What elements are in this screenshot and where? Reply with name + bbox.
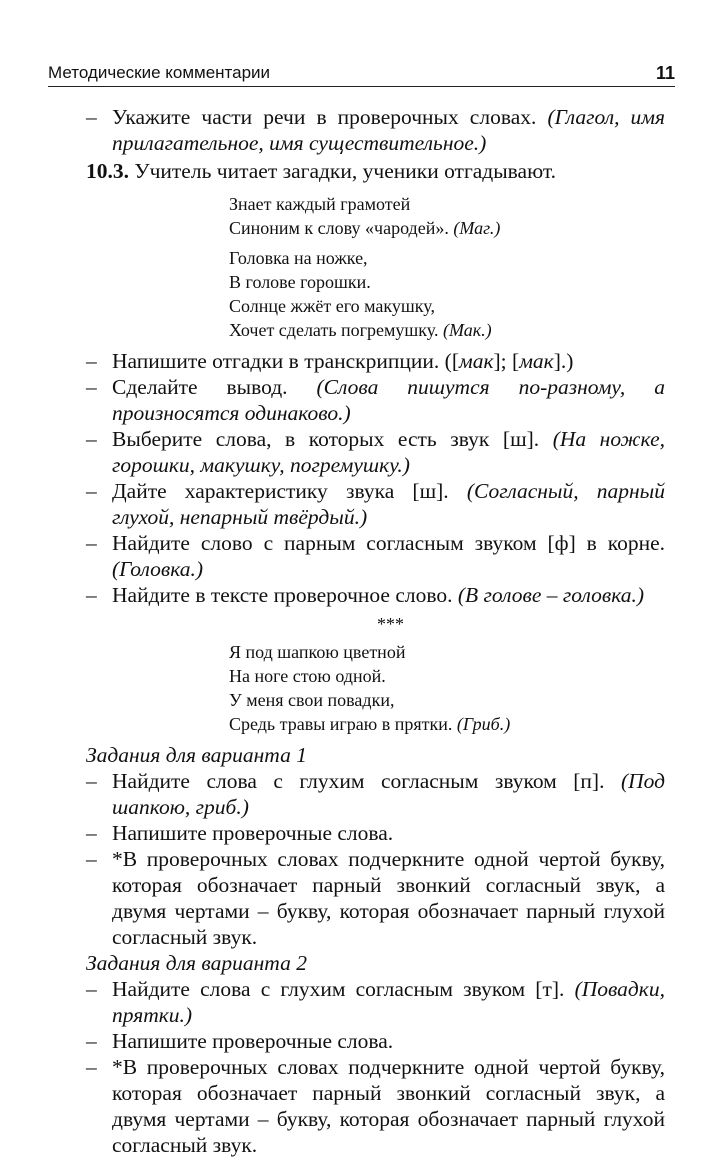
task-number: 10.3. <box>86 159 129 183</box>
list-item <box>86 820 665 846</box>
variant-2-heading: Задания для варианта 2 <box>86 951 307 975</box>
item-text: ].) <box>553 349 574 373</box>
poem-line: Головка на ножке, <box>229 248 368 268</box>
page-number: 11 <box>655 63 675 83</box>
running-title: Методические комментарии <box>48 63 271 82</box>
riddle-answer: (Маг.) <box>453 218 501 238</box>
riddle-1 <box>229 192 665 240</box>
list-item <box>86 1028 665 1054</box>
poem-line-with-answer <box>229 216 665 240</box>
item-text: Найдите слова с глухим согласным звуком [п]. <box>112 769 621 793</box>
item-text: Напишите проверочные слова. <box>112 821 394 845</box>
transcription: мак <box>458 349 494 373</box>
item-text: Укажите части речи в проверочных словах. <box>112 105 548 129</box>
poem-line: Я под шапкою цветной <box>229 642 406 662</box>
list-dash: – <box>86 847 97 871</box>
item-text: Напишите проверочные слова. <box>112 1029 394 1053</box>
transcription: мак <box>519 349 554 373</box>
list-dash: – <box>86 1029 97 1053</box>
list-dash: – <box>86 105 97 129</box>
list-item <box>86 582 665 608</box>
task-text: Учитель читает загадки, ученики отгадывают. <box>129 159 557 183</box>
list-item <box>86 976 665 1028</box>
poem-line: Средь травы играю в прятки. <box>229 714 457 734</box>
list-dash: – <box>86 977 97 1001</box>
poem-line: Знает каждый грамотей <box>229 194 411 214</box>
item-text: *В проверочных словах подчеркните одной чертой букву, которая обозначает парный звонкий согласный звук, а двумя чертами – букву, которая обозначает парный глухой согласный звук. <box>112 1055 665 1157</box>
item-answer: (Согласный, парный глухой, непарный твёрдый.) <box>112 479 665 529</box>
variant-1-heading: Задания для варианта 1 <box>86 743 307 767</box>
riddle-3 <box>229 640 665 736</box>
list-item <box>86 374 665 426</box>
item-text: Найдите слова с глухим согласным звуком [т]. <box>112 977 575 1001</box>
list-item <box>86 348 665 374</box>
item-text: Найдите слово с парным согласным звуком [ф] в корне. <box>112 531 665 555</box>
riddle-answer: (Мак.) <box>442 320 492 340</box>
item-text: Сделайте вывод. <box>112 375 317 399</box>
item-answer: (Повадки, прятки.) <box>112 977 665 1027</box>
item-answer: (В голове – головка.) <box>457 583 645 607</box>
list-dash: – <box>86 821 97 845</box>
poem-line: Синоним к слову «чародей». <box>229 218 454 238</box>
list-dash: – <box>86 769 97 793</box>
poem-line: На ноге стою одной. <box>229 666 386 686</box>
poem-line: Хочет сделать погремушку. <box>229 320 443 340</box>
list-item <box>86 530 665 582</box>
list-item <box>86 478 665 530</box>
list-dash: – <box>86 583 97 607</box>
poem-line-with-answer <box>229 318 665 342</box>
page-header <box>48 60 675 87</box>
list-item <box>86 426 665 478</box>
section-separator: *** <box>377 614 404 634</box>
list-dash: – <box>86 1055 97 1079</box>
poem-line-with-answer <box>229 712 665 736</box>
list-item <box>86 846 665 950</box>
item-text: ]; [ <box>493 349 520 373</box>
item-text: Дайте характеристику звука [ш]. <box>112 479 467 503</box>
item-answer: (На ножке, горошки, макушку, погремушку.) <box>112 427 665 477</box>
list-item <box>86 104 665 156</box>
poem-line: В голове горошки. <box>229 272 371 292</box>
item-text: *В проверочных словах подчеркните одной чертой букву, которая обозначает парный звонкий согласный звук, а двумя чертами – букву, которая обозначает парный глухой согласный звук. <box>112 847 665 949</box>
list-dash: – <box>86 479 97 503</box>
page-body <box>86 104 665 1158</box>
item-answer: (Слова пишутся по-разному, а произносятся одинаково.) <box>112 375 665 425</box>
riddle-answer: (Гриб.) <box>456 714 511 734</box>
item-answer: (Под шапкою, гриб.) <box>112 769 665 819</box>
list-dash: – <box>86 375 97 399</box>
list-dash: – <box>86 427 97 451</box>
item-text: Выберите слова, в которых есть звук [ш]. <box>112 427 553 451</box>
riddle-2 <box>229 246 665 342</box>
list-dash: – <box>86 531 97 555</box>
item-answer: (Головка.) <box>112 557 204 581</box>
item-text: Найдите в тексте проверочное слово. <box>112 583 458 607</box>
task-heading <box>86 158 665 184</box>
poem-line: Солнце жжёт его макушку, <box>229 296 435 316</box>
item-answer: (Глагол, имя прилагательное, имя существительное.) <box>112 105 665 155</box>
list-dash: – <box>86 349 97 373</box>
list-item <box>86 768 665 820</box>
list-item <box>86 1054 665 1158</box>
item-text: Напишите отгадки в транскрипции. ([ <box>112 349 459 373</box>
poem-line: У меня свои повадки, <box>229 690 395 710</box>
